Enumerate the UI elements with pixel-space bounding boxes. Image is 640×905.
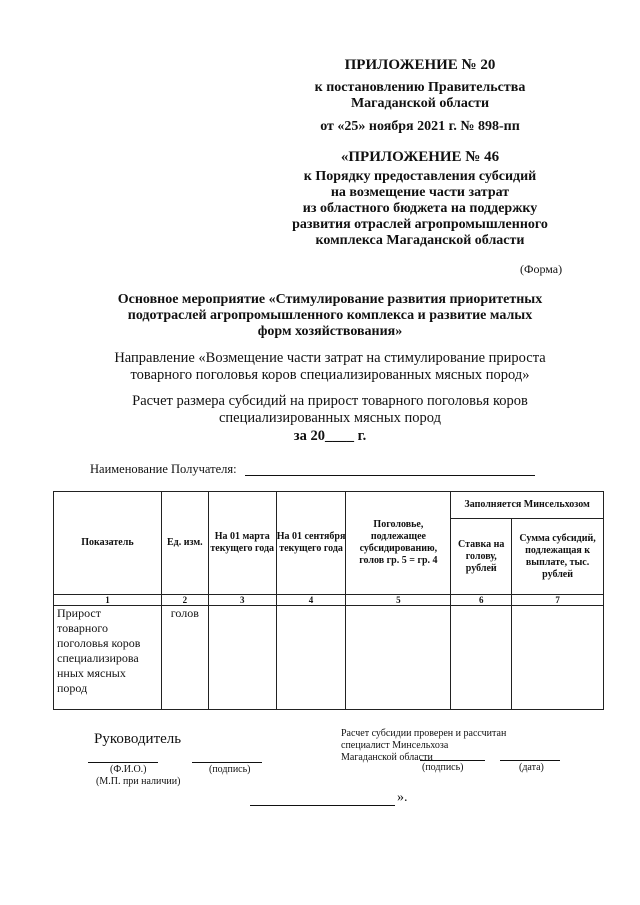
resolution-line-1: к постановлению Правительства [314,80,526,95]
recipient-label: Наименование Получателя: [90,462,237,476]
rate-cell[interactable] [451,606,512,710]
appendix-46-title: «ПРИЛОЖЕНИЕ № 46 [340,149,500,165]
table-row [54,606,604,710]
header-march: На 01 марта текущего года [208,492,276,595]
year-label: за 20____ г. [293,428,367,444]
date-line[interactable] [500,760,560,761]
stamp-label: (М.П. при наличии) [96,776,181,787]
subsidy-table [53,491,604,710]
main-event-line-1: Основное мероприятие «Стимулирование развития приоритетных [117,292,543,307]
main-event-line-2: подотраслей агропромышленного комплекса и развитие малых [127,308,533,323]
procedure-line-4: развития отраслей агропромышленного [292,217,548,232]
column-number: 3 [208,595,276,606]
column-number: 5 [346,595,451,606]
form-label: (Форма) [520,262,563,276]
direction-line-2: товарного поголовья коров специализированных мясных пород» [130,367,530,383]
indicator-line: пород [57,681,88,695]
procedure-line-3: из областного бюджета на поддержку [302,201,538,216]
header-filled-by: Заполняется Минсельхозом [451,492,604,519]
header-indicator: Показатель [54,492,162,595]
signature2-line[interactable] [420,760,485,761]
signature-label: (подпись) [209,764,251,775]
header-september: На 01 сентября текущего года [276,492,346,595]
sum-cell[interactable] [512,606,604,710]
procedure-line-5: комплекса Магаданской области [315,233,525,248]
column-number: 2 [161,595,208,606]
checked-line-3: Магаданской области [341,752,433,763]
head-label: Руководитель [94,731,182,747]
livestock-cell[interactable] [346,606,451,710]
column-number: 7 [512,595,604,606]
indicator-line: Прирост [57,606,101,620]
fio-line[interactable] [88,762,158,763]
indicator-line: поголовья коров [57,636,141,650]
procedure-line-2: на возмещение части затрат [330,185,510,200]
recipient-line[interactable] [245,475,535,476]
indicator-line: нных мясных [57,666,126,680]
header-rate: Ставка на голову, рублей [451,519,512,595]
indicator-cell [54,606,162,710]
procedure-line-1: к Порядку предоставления субсидий [303,169,537,184]
unit-cell: голов [161,606,208,710]
resolution-line-2: Магаданской области [350,96,490,111]
closing-quote: ». [397,790,408,805]
appendix-title: ПРИЛОЖЕНИЕ № 20 [344,57,496,73]
checked-line-2: специалист Минсельхоза [341,740,449,751]
september-cell[interactable] [276,606,346,710]
header-sum: Сумма субсидий, подлежащая к выплате, тыс. рублей [512,519,604,595]
signature2-label: (подпись) [422,762,464,773]
direction-line-1: Направление «Возмещение части затрат на стимулирование прироста [114,350,546,366]
checked-line-1: Расчет субсидии проверен и рассчитан [341,728,507,739]
indicator-line: товарного [57,621,108,635]
resolution-date: от «25» ноября 2021 г. № 898-пп [320,119,520,134]
calculation-line-2: специализированных мясных пород [218,410,442,426]
column-number: 6 [451,595,512,606]
closing-line[interactable] [250,805,395,806]
main-event-line-3: форм хозяйствования» [257,324,403,339]
march-cell[interactable] [208,606,276,710]
fio-label: (Ф.И.О.) [110,764,147,775]
indicator-line: специализирова [57,651,139,665]
header-unit: Ед. изм. [161,492,208,595]
header-livestock: Поголовье, подлежащее субсидированию, голов гр. 5 = гр. 4 [346,492,451,595]
column-number: 1 [54,595,162,606]
calculation-line-1: Расчет размера субсидий на прирост товарного поголовья коров [132,393,528,409]
signature-line[interactable] [192,762,262,763]
date-label: (дата) [519,762,544,773]
column-number: 4 [276,595,346,606]
